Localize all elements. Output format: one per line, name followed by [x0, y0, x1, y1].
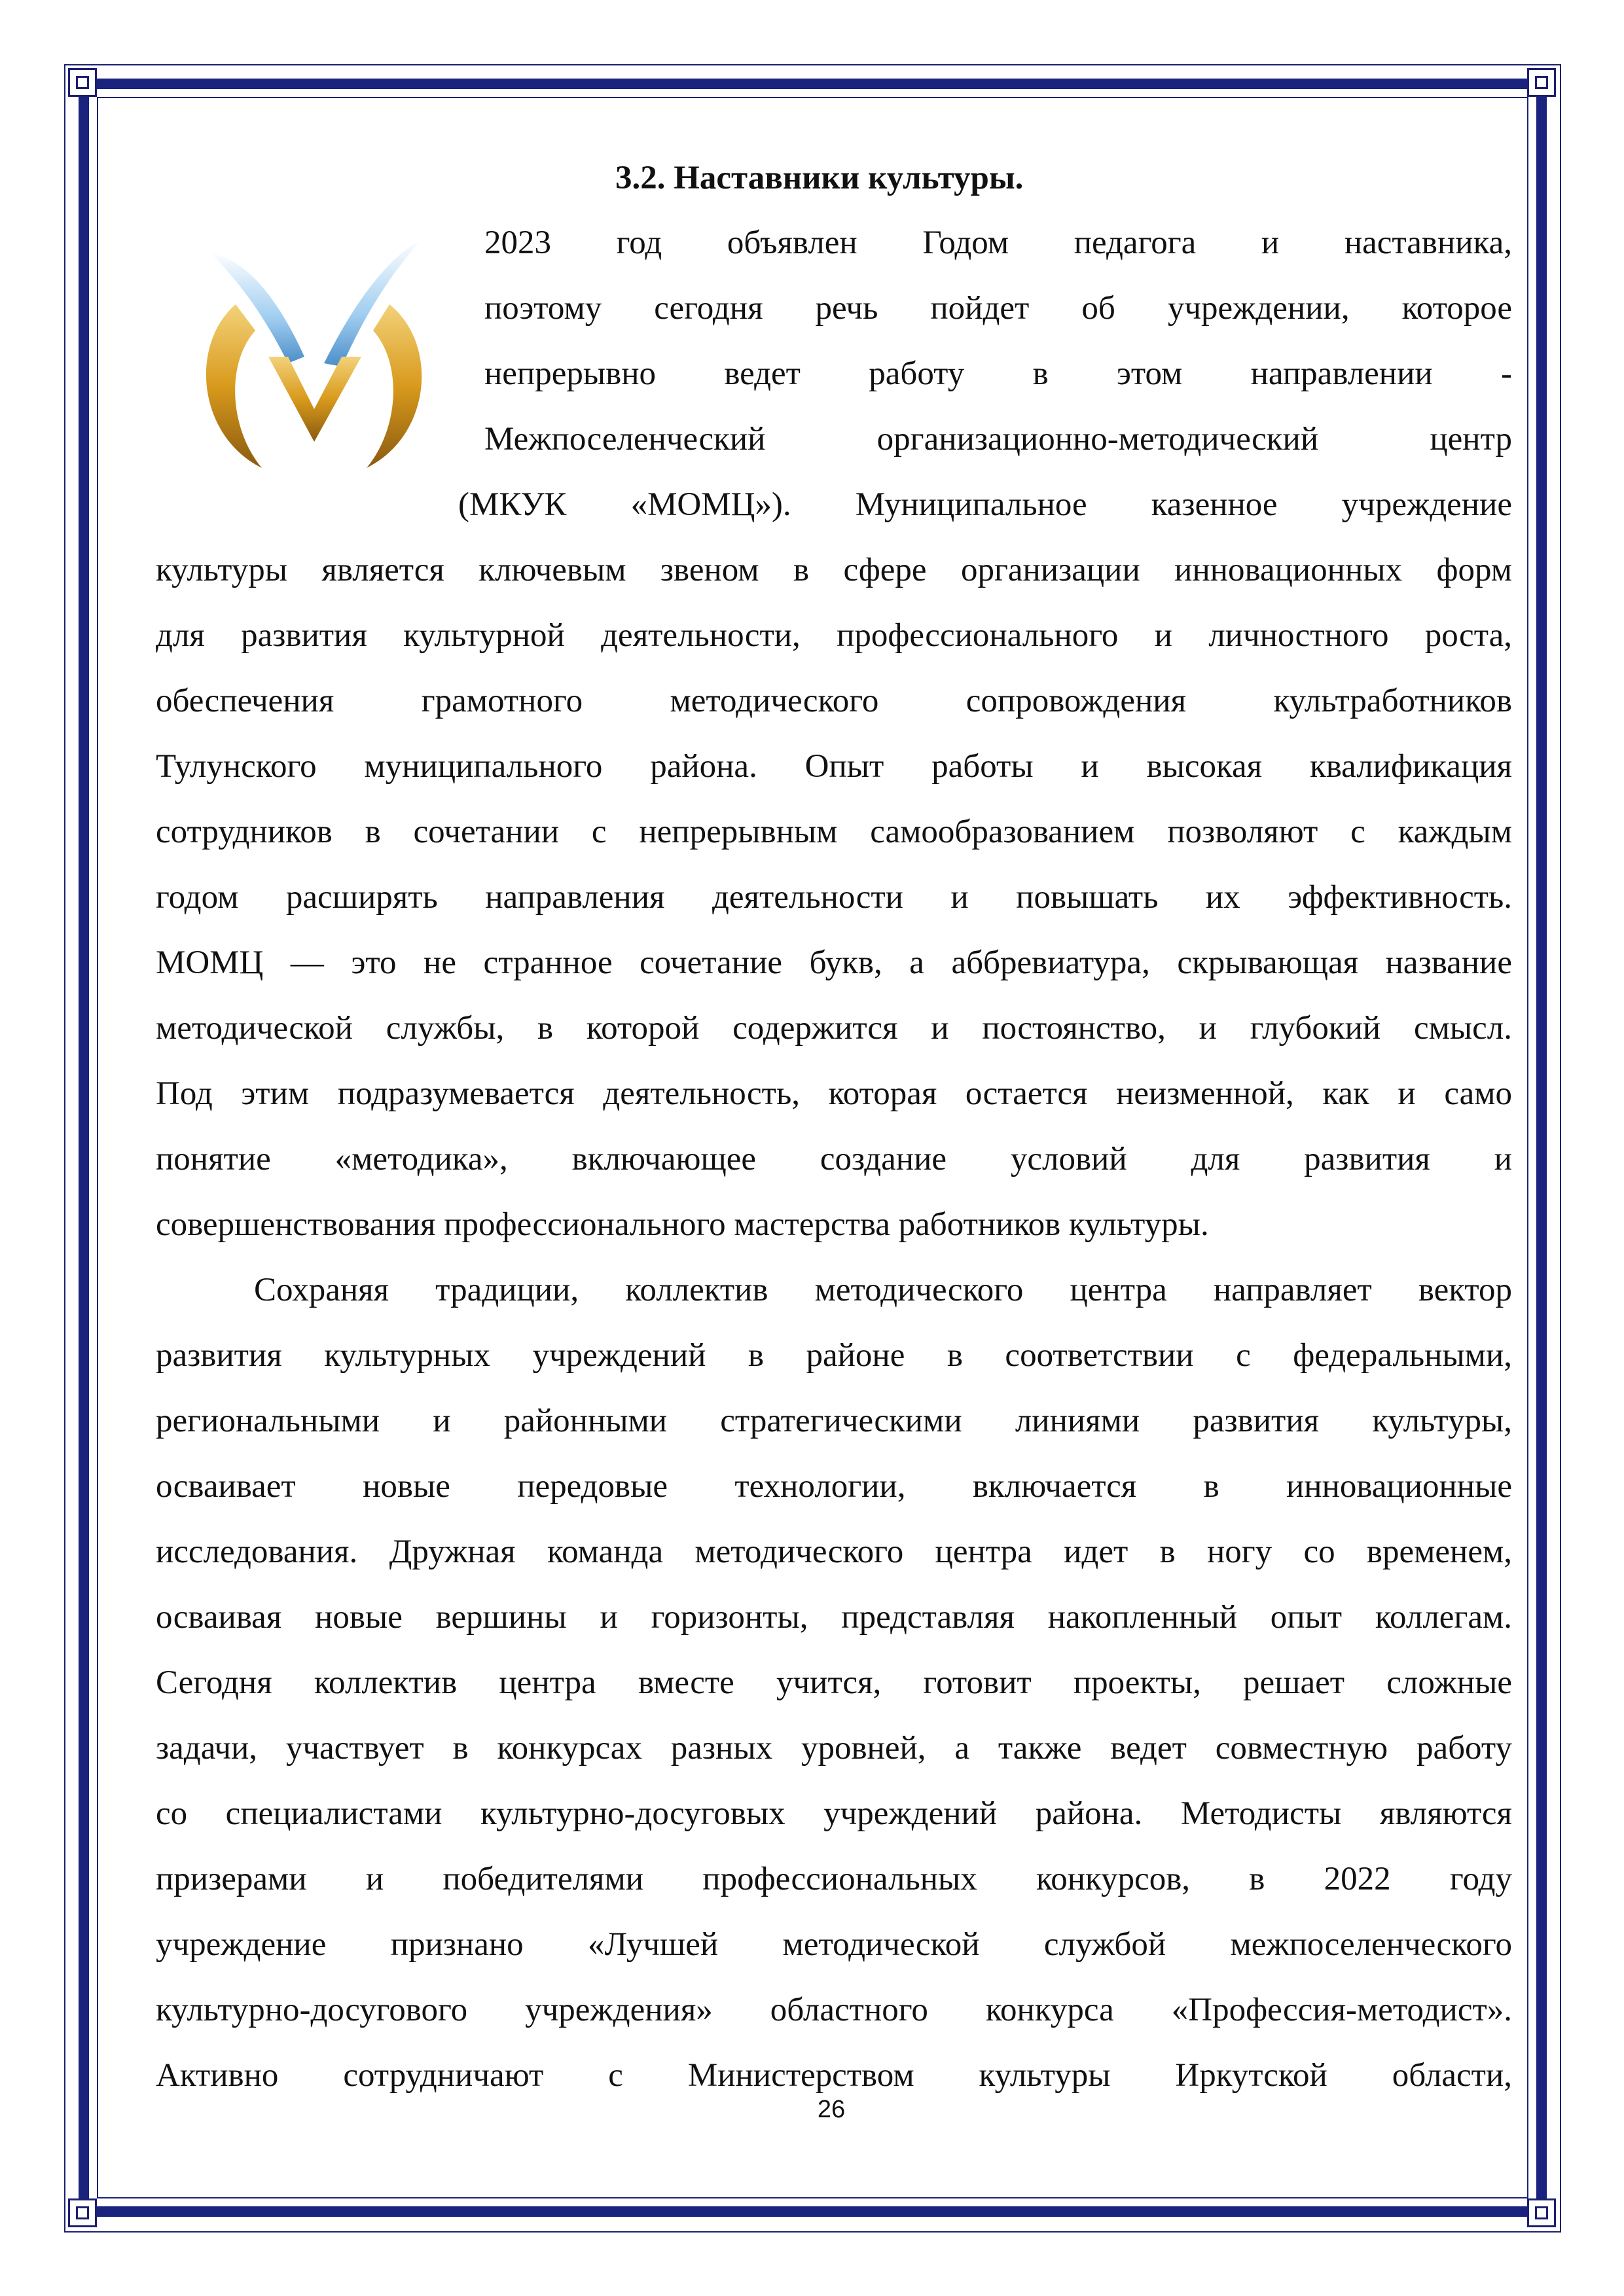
text-line: осваивая новые вершины и горизонты, представляя накопленный опыт коллегам.: [156, 1599, 1512, 1636]
text-line: Сегодня коллектив центра вместе учится, готовит проекты, решает сложные: [156, 1664, 1512, 1701]
logo-gold-chevron: [268, 357, 361, 442]
text-line: задачи, участвует в конкурсах разных уровней, а также ведет совместную работу: [156, 1730, 1512, 1767]
text-line: понятие «методика», включающее создание условий для развития и: [156, 1141, 1512, 1177]
frame-corner-top-right: [1527, 68, 1556, 97]
text-line: обеспечения грамотного методического сопровождения культработников: [156, 683, 1512, 719]
text-line: МОМЦ — это не странное сочетание букв, а аббревиатура, скрывающая название: [156, 944, 1512, 981]
text-line: культуры является ключевым звеном в сфере организации инновационных форм: [156, 552, 1512, 588]
text-line: исследования. Дружная команда методического центра идет в ногу со временем,: [156, 1534, 1512, 1570]
text-line: призерами и победителями профессиональных конкурсов, в 2022 году: [156, 1861, 1512, 1897]
text-line: непрерывно ведет работу в этом направлении -: [484, 355, 1512, 392]
section-heading: 3.2. Наставники культуры.: [615, 160, 1024, 196]
frame-corner-bottom-left: [68, 2198, 97, 2227]
text-line: культурно-досугового учреждения» областного конкурса «Профессия-методист».: [156, 1992, 1512, 2028]
text-line: совершенствования профессионального мастерства работников культуры.: [156, 1206, 1209, 1243]
text-line: Межпоселенческий организационно-методический центр: [484, 421, 1512, 457]
frame-corner-bottom-right: [1527, 2198, 1556, 2227]
text-line: со специалистами культурно-досуговых учреждений района. Методисты являются: [156, 1795, 1512, 1832]
logo-gold-arc-left: [206, 304, 262, 468]
text-line: развития культурных учреждений в районе в соответствии с федеральными,: [156, 1337, 1512, 1374]
text-line: Сохраняя традиции, коллектив методического центра направляет вектор: [254, 1272, 1512, 1308]
text-line: Под этим подразумевается деятельность, которая остается неизменной, как и само: [156, 1075, 1512, 1112]
frame-corner-top-left: [68, 68, 97, 97]
momc-logo: [190, 232, 439, 488]
text-line: 2023 год объявлен Годом педагога и наставника,: [484, 224, 1512, 261]
text-line: поэтому сегодня речь пойдет об учреждении, которое: [484, 290, 1512, 327]
text-line: для развития культурной деятельности, профессионального и личностного роста,: [156, 617, 1512, 654]
text-line: годом расширять направления деятельности и повышать их эффективность.: [156, 879, 1512, 916]
text-line: региональными и районными стратегическими линиями развития культуры,: [156, 1403, 1512, 1439]
text-line: (МКУК «МОМЦ»). Муниципальное казенное учреждение: [458, 486, 1512, 523]
page-number: 26: [817, 2096, 846, 2123]
text-line: осваивает новые передовые технологии, включается в инновационные: [156, 1468, 1512, 1505]
text-line: методической службы, в которой содержится и постоянство, и глубокий смысл.: [156, 1010, 1512, 1047]
text-line: учреждение признано «Лучшей методической службой межпоселенческого: [156, 1926, 1512, 1963]
text-line: Активно сотрудничают с Министерством культуры Иркутской области,: [156, 2057, 1512, 2094]
text-line: Тулунского муниципального района. Опыт работы и высокая квалификация: [156, 748, 1512, 785]
text-line: сотрудников в сочетании с непрерывным самообразованием позволяют с каждым: [156, 814, 1512, 850]
logo-gold-arc-right: [367, 304, 422, 468]
